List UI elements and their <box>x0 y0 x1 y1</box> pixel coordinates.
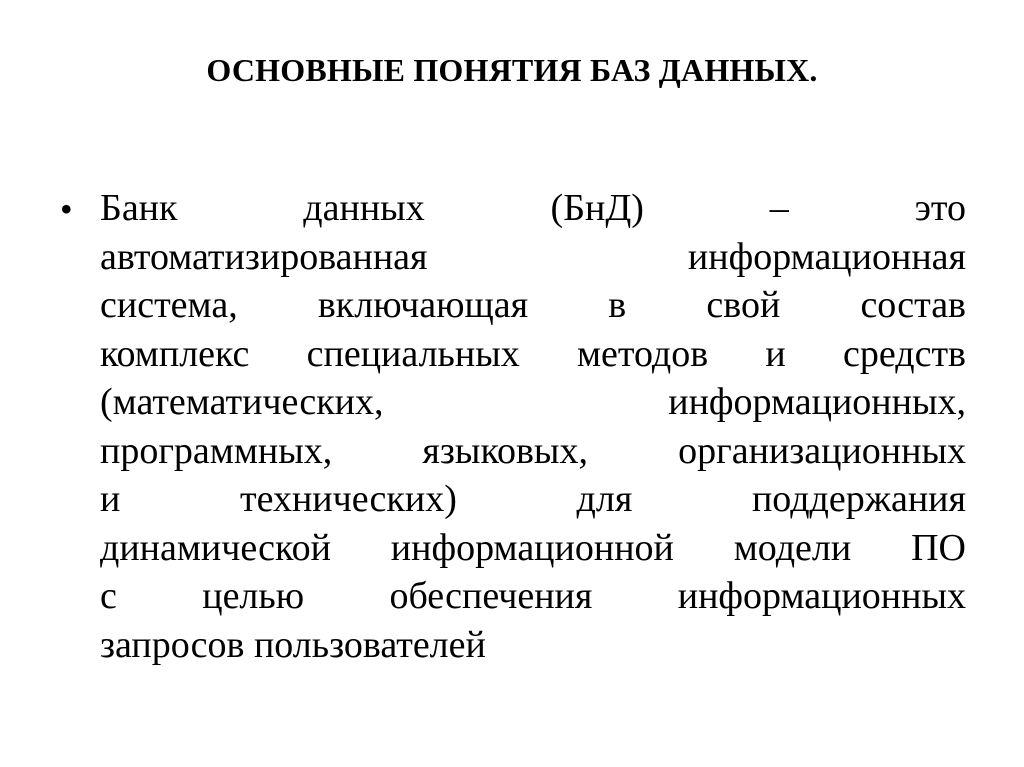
definition-text <box>100 184 966 669</box>
definition-line: автоматизированная информационная <box>100 235 966 278</box>
definition-line: система, включающая в свой состав <box>100 284 966 326</box>
definition-line: Банк данных (БнД) – это <box>100 187 966 229</box>
definition-line: программных, языковых, организационных <box>100 429 966 472</box>
definition-line: запросов пользователей <box>100 623 486 666</box>
definition-line: и технических) для поддержания <box>100 478 966 520</box>
definition-line: комплекс специальных методов и средств <box>100 332 966 375</box>
bullet-marker: • <box>60 189 73 229</box>
definition-line: динамической информационной модели ПО <box>100 526 966 569</box>
definition-line: с целью обеспечения информационных <box>100 575 966 617</box>
definition-line: (математических, информационных, <box>100 381 966 423</box>
slide-title: ОСНОВНЫЕ ПОНЯТИЯ БАЗ ДАННЫХ. <box>206 52 818 88</box>
